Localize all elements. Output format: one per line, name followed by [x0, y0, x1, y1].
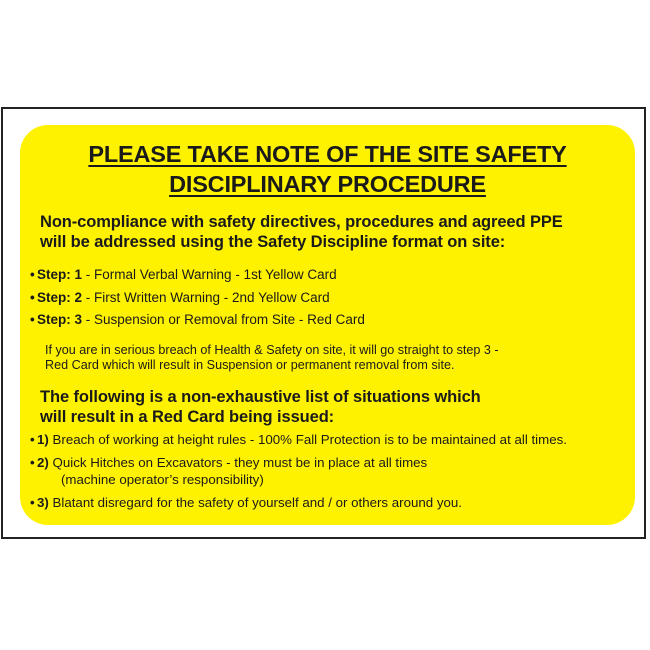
step-text: - Suspension or Removal from Site - Red Card	[82, 312, 365, 327]
red-card-heading-line-2: will result in a Red Card being issued:	[40, 408, 335, 426]
breach-note	[45, 343, 615, 373]
safety-sign-panel	[20, 125, 635, 525]
step-item	[30, 289, 620, 312]
situation-text: Quick Hitches on Excavators - they must be in place at all times	[48, 455, 428, 470]
bullet: •	[30, 495, 35, 510]
bullet: •	[30, 289, 35, 305]
step-item	[30, 311, 620, 334]
situation-number: 2)	[37, 455, 49, 470]
breach-note-line-1: If you are in serious breach of Health & Safety on site, it will go straight to step 3 -	[45, 343, 499, 357]
bullet: •	[30, 455, 35, 470]
step-label: Step: 1	[37, 267, 83, 282]
breach-note-line-2: Red Card which will result in Suspension or permanent removal from site.	[45, 358, 455, 372]
step-list	[30, 266, 620, 334]
intro-text	[40, 212, 620, 252]
step-label: Step: 3	[37, 312, 83, 327]
bullet: •	[30, 267, 35, 282]
bullet: •	[30, 432, 35, 447]
red-card-heading	[40, 387, 620, 427]
situation-number: 3)	[37, 495, 49, 510]
situation-list	[30, 431, 625, 517]
situation-item	[30, 494, 625, 511]
title-line-2: DISCIPLINARY PROCEDURE	[169, 171, 486, 197]
situation-item	[30, 431, 625, 448]
situation-number: 1)	[37, 432, 49, 447]
intro-line-2: will be addressed using the Safety Discipline format on site:	[40, 233, 506, 251]
step-item	[30, 266, 620, 289]
situation-item	[30, 454, 625, 488]
step-text: - Formal Verbal Warning - 1st Yellow Card	[82, 267, 337, 282]
red-card-heading-line-1: The following is a non-exhaustive list of situations which	[40, 388, 481, 406]
situation-text: Breach of working at height rules - 100% Fall Protection is to be maintained at all times.	[48, 432, 567, 447]
title-line-1: PLEASE TAKE NOTE OF THE SITE SAFETY	[88, 141, 567, 167]
sign-title	[20, 139, 635, 199]
step-label: Step: 2	[37, 289, 83, 305]
bullet: •	[30, 312, 35, 327]
intro-line-1: Non-compliance with safety directives, procedures and agreed PPE	[40, 213, 563, 231]
step-text: - First Written Warning - 2nd Yellow Card	[82, 289, 330, 305]
situation-subtext: (machine operator’s responsibility)	[61, 472, 264, 487]
situation-text: Blatant disregard for the safety of yourself and / or others around you.	[48, 495, 463, 510]
